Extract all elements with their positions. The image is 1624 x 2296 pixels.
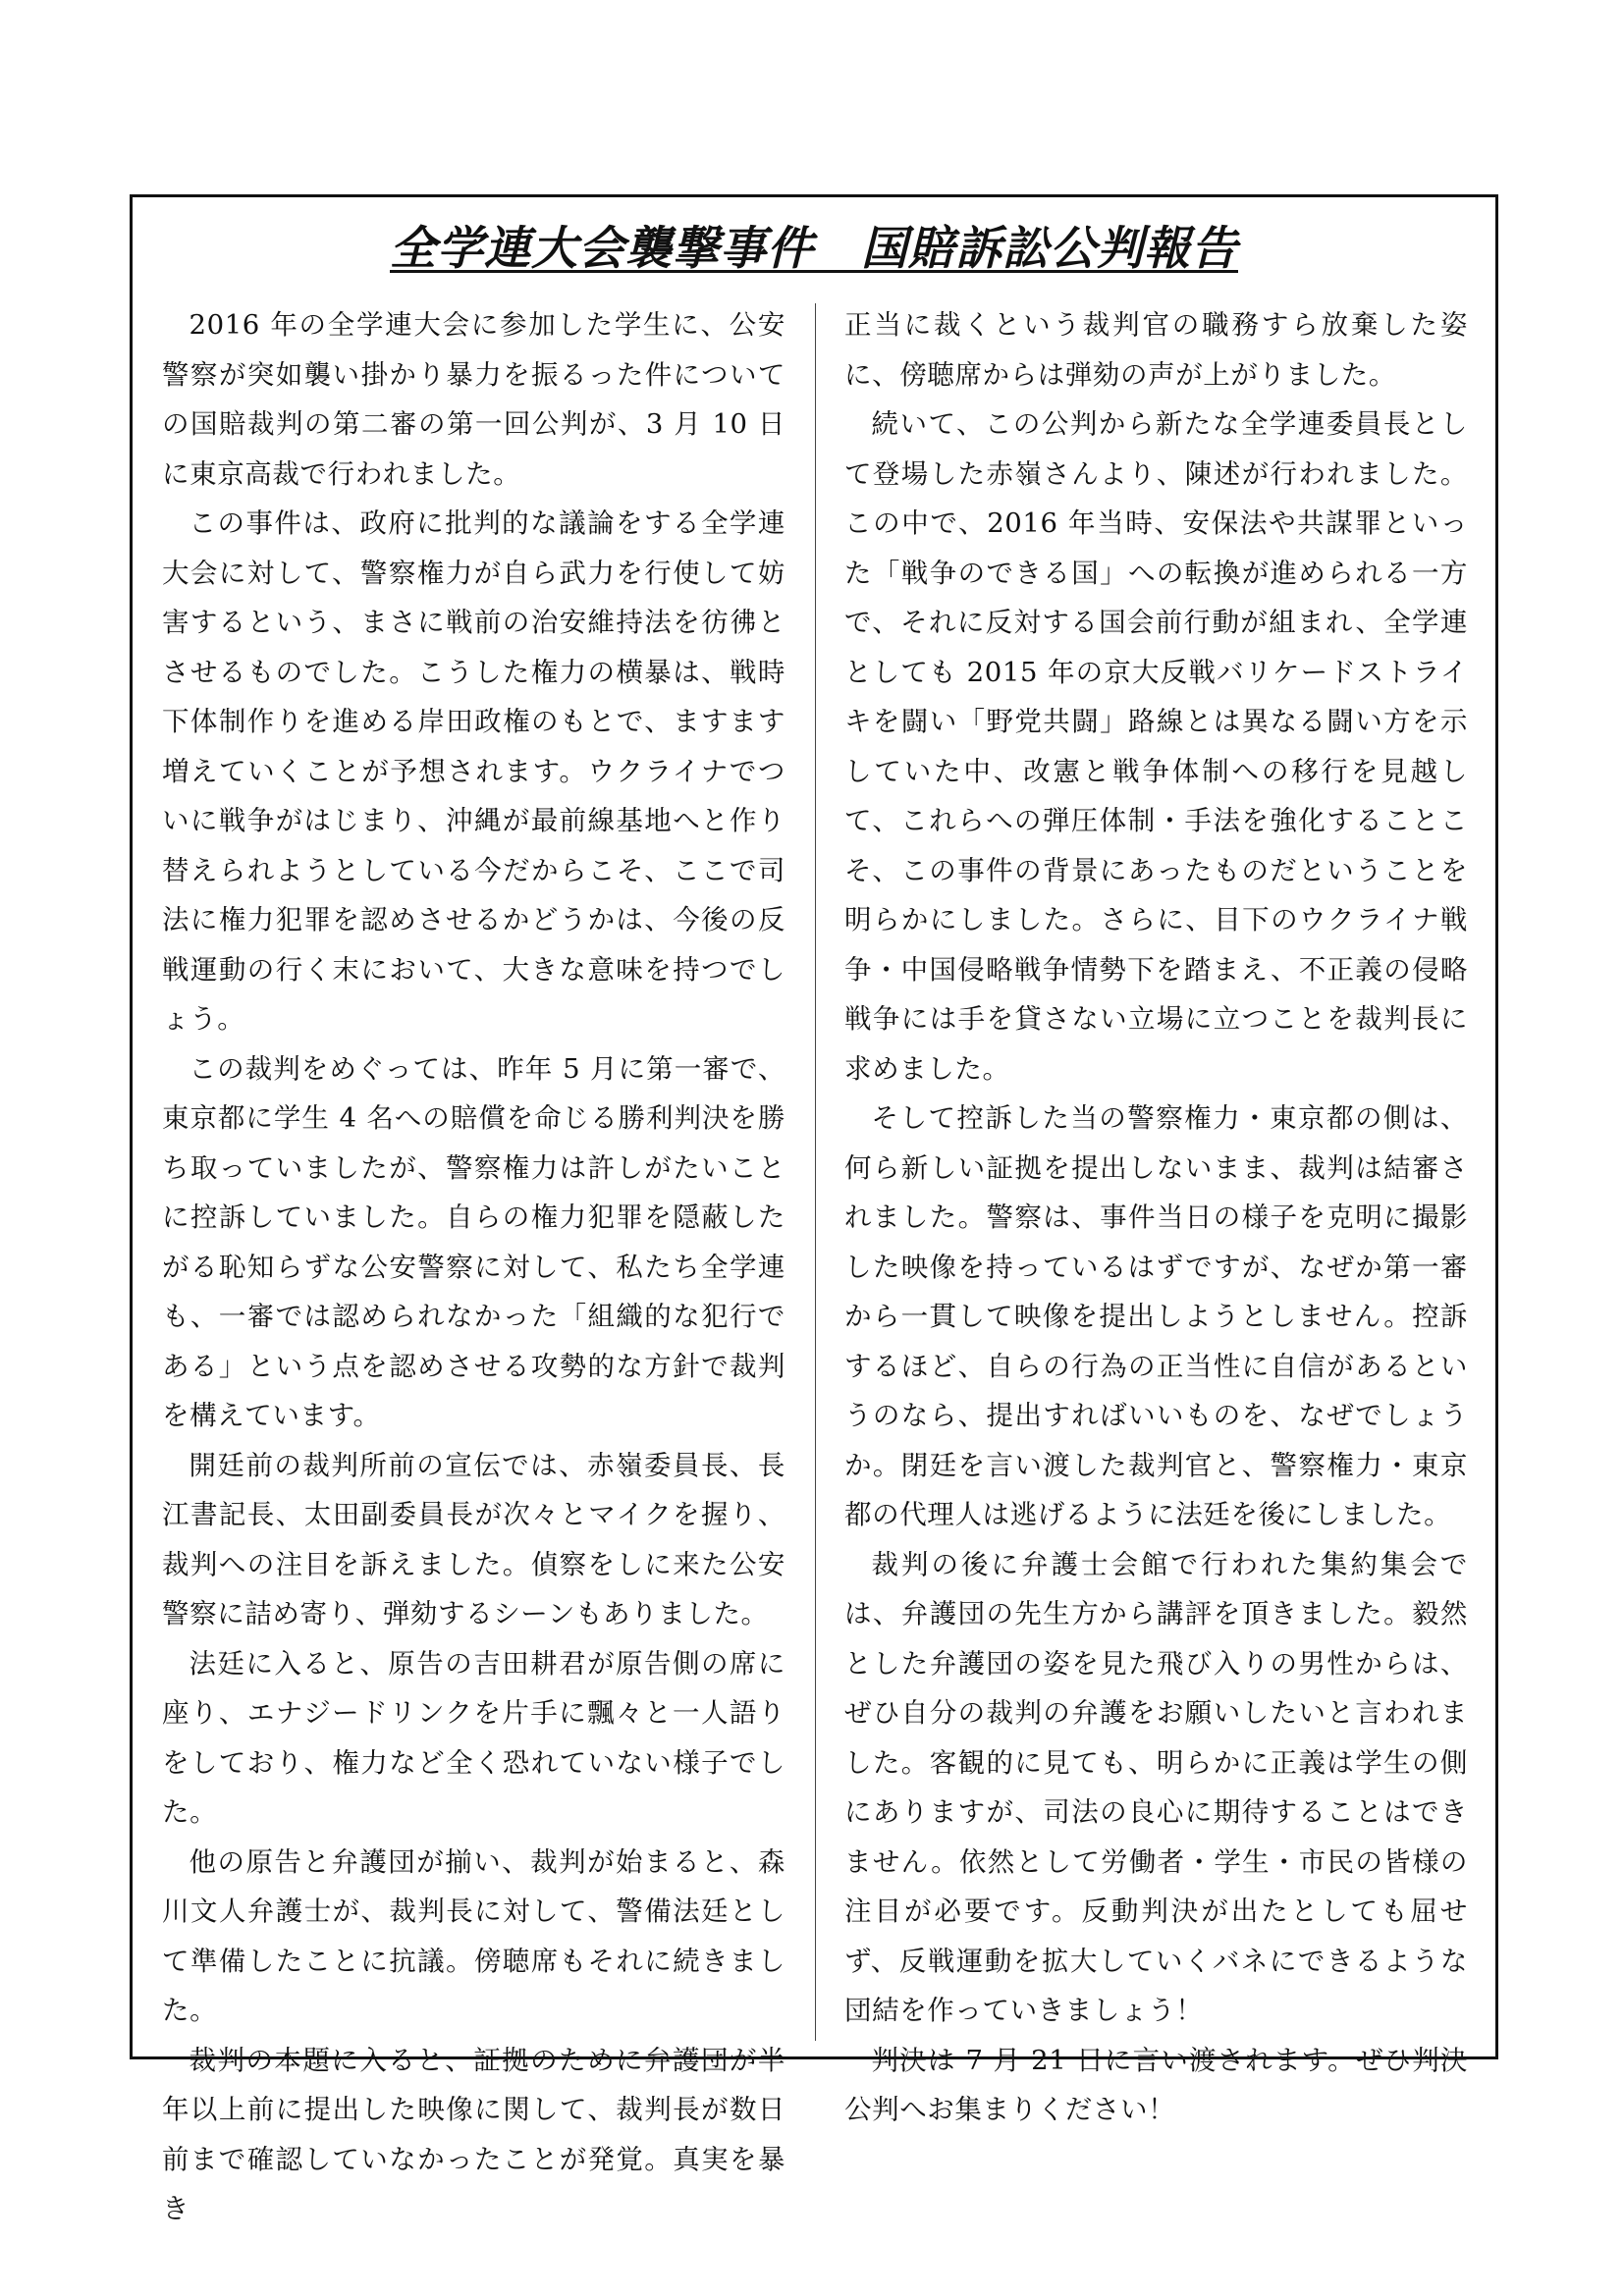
right-paragraph-4: 判決は 7 月 21 日に言い渡されます。ぜひ判決公判へお集まりください！ — [844, 2044, 1468, 2125]
article-title-text: 全学連大会襲撃事件 国賠訴訟公判報告 — [390, 222, 1238, 276]
left-paragraph-2: この事件は、政府に批判的な議論をする全学連大会に対して、警察権力が自ら武力を行使して妨害するという、まさに戦前の治安維持法を彷彿とさせるものでした。こうした権力の横暴は、戦時下体制作りを進める岸田政権のもとで、ますます増えていくことが予想されます。ウクライナでついに戦争がはじまり、沖縄が最前線基地へと作り替えられようとしている今だからこそ、ここで司法に権力犯罪を認めさせるかどうかは、今後の反戦運動の行く末において、大きな意味を持つでしょう。 — [162, 507, 785, 1035]
left-paragraph-3: この裁判をめぐっては、昨年 5 月に第一審で、東京都に学生 4 名への賠償を命じる勝利判決を勝ち取っていましたが、警察権力は許しがたいことに控訴していました。自らの権力犯罪を隠蔽したがる恥知らずな公安警察に対して、私たち全学連も、一審では認められなかった「組織的な犯行である」という点を認めさせる攻勢的な方針で裁判を構えています。 — [162, 1052, 785, 1431]
left-paragraph-5: 法廷に入ると、原告の吉田耕君が原告側の席に座り、エナジードリンクを片手に飄々と一人語りをしており、権力など全く恐れていない様子でした。 — [162, 1647, 785, 1828]
left-paragraph-7: 裁判の本題に入ると、証拠のために弁護団が半年以上前に提出した映像に関して、裁判長が数日前まで確認していなかったことが発覚。真実を暴き — [162, 2044, 785, 2224]
right-column — [844, 300, 1468, 2135]
right-paragraph-1: 続いて、この公判から新たな全学連委員長として登場した赤嶺さんより、陳述が行われました。この中で、2016 年当時、安保法や共謀罪といった「戦争のできる国」への転換が進められる一方で、それに反対する国会前行動が組まれ、全学連としても 2015 年の京大反戦バリケードストライキを闘い「野党共闘」路線とは異なる闘い方を示していた中、改憲と戦争体制への移行を見越して、これらへの弾圧体制・手法を強化することこそ、この事件の背景にあったものだということを明らかにしました。さらに、目下のウクライナ戦争・中国侵略戦争情勢下を踏まえ、不正義の侵略戦争には手を貸さない立場に立つことを裁判長に求めました。 — [844, 408, 1468, 1085]
right-paragraph-2: そして控訴した当の警察権力・東京都の側は、何ら新しい証拠を提出しないまま、裁判は結審されました。警察は、事件当日の様子を克明に撮影した映像を持っているはずですが、なぜか第一審から一貫して映像を提出しようとしません。控訴するほど、自らの行為の正当性に自信があるというのなら、提出すればいいものを、なぜでしょうか。閉廷を言い渡した裁判官と、警察権力・東京都の代理人は逃げるように法廷を後にしました。 — [844, 1102, 1468, 1530]
article-title — [133, 219, 1495, 280]
right-paragraph-3: 裁判の後に弁護士会館で行われた集約集会では、弁護団の先生方から講評を頂きました。毅然とした弁護団の姿を見た飛び入りの男性からは、ぜひ自分の裁判の弁護をお願いしたいと言われました。客観的に見ても、明らかに正義は学生の側にありますが、司法の良心に期待することはできません。依然として労働者・学生・市民の皆様の注目が必要です。反動判決が出たとしても屈せず、反戦運動を拡大していくバネにできるような団結を作っていきましょう！ — [844, 1548, 1468, 2026]
left-paragraph-6: 他の原告と弁護団が揃い、裁判が始まると、森川文人弁護士が、裁判長に対して、警備法廷として準備したことに抗議。傍聴席もそれに続きました。 — [162, 1845, 785, 2026]
left-paragraph-4: 開廷前の裁判所前の宣伝では、赤嶺委員長、長江書記長、太田副委員長が次々とマイクを握り、裁判への注目を訴えました。偵察をしに来た公安警察に詰め寄り、弾劾するシーンもありました。 — [162, 1449, 785, 1629]
left-paragraph-1: 2016 年の全学連大会に参加した学生に、公安警察が突如襲い掛かり暴力を振るった件についての国賠裁判の第二審の第一回公判が、3 月 10 日に東京高裁で行われました。 — [162, 309, 785, 490]
left-column — [162, 300, 785, 2234]
article-frame — [130, 194, 1498, 2224]
right-paragraph-continuation: 正当に裁くという裁判官の職務すら放棄した姿に、傍聴席からは弾劾の声が上がりました。 — [844, 309, 1468, 391]
column-divider — [815, 303, 816, 2041]
